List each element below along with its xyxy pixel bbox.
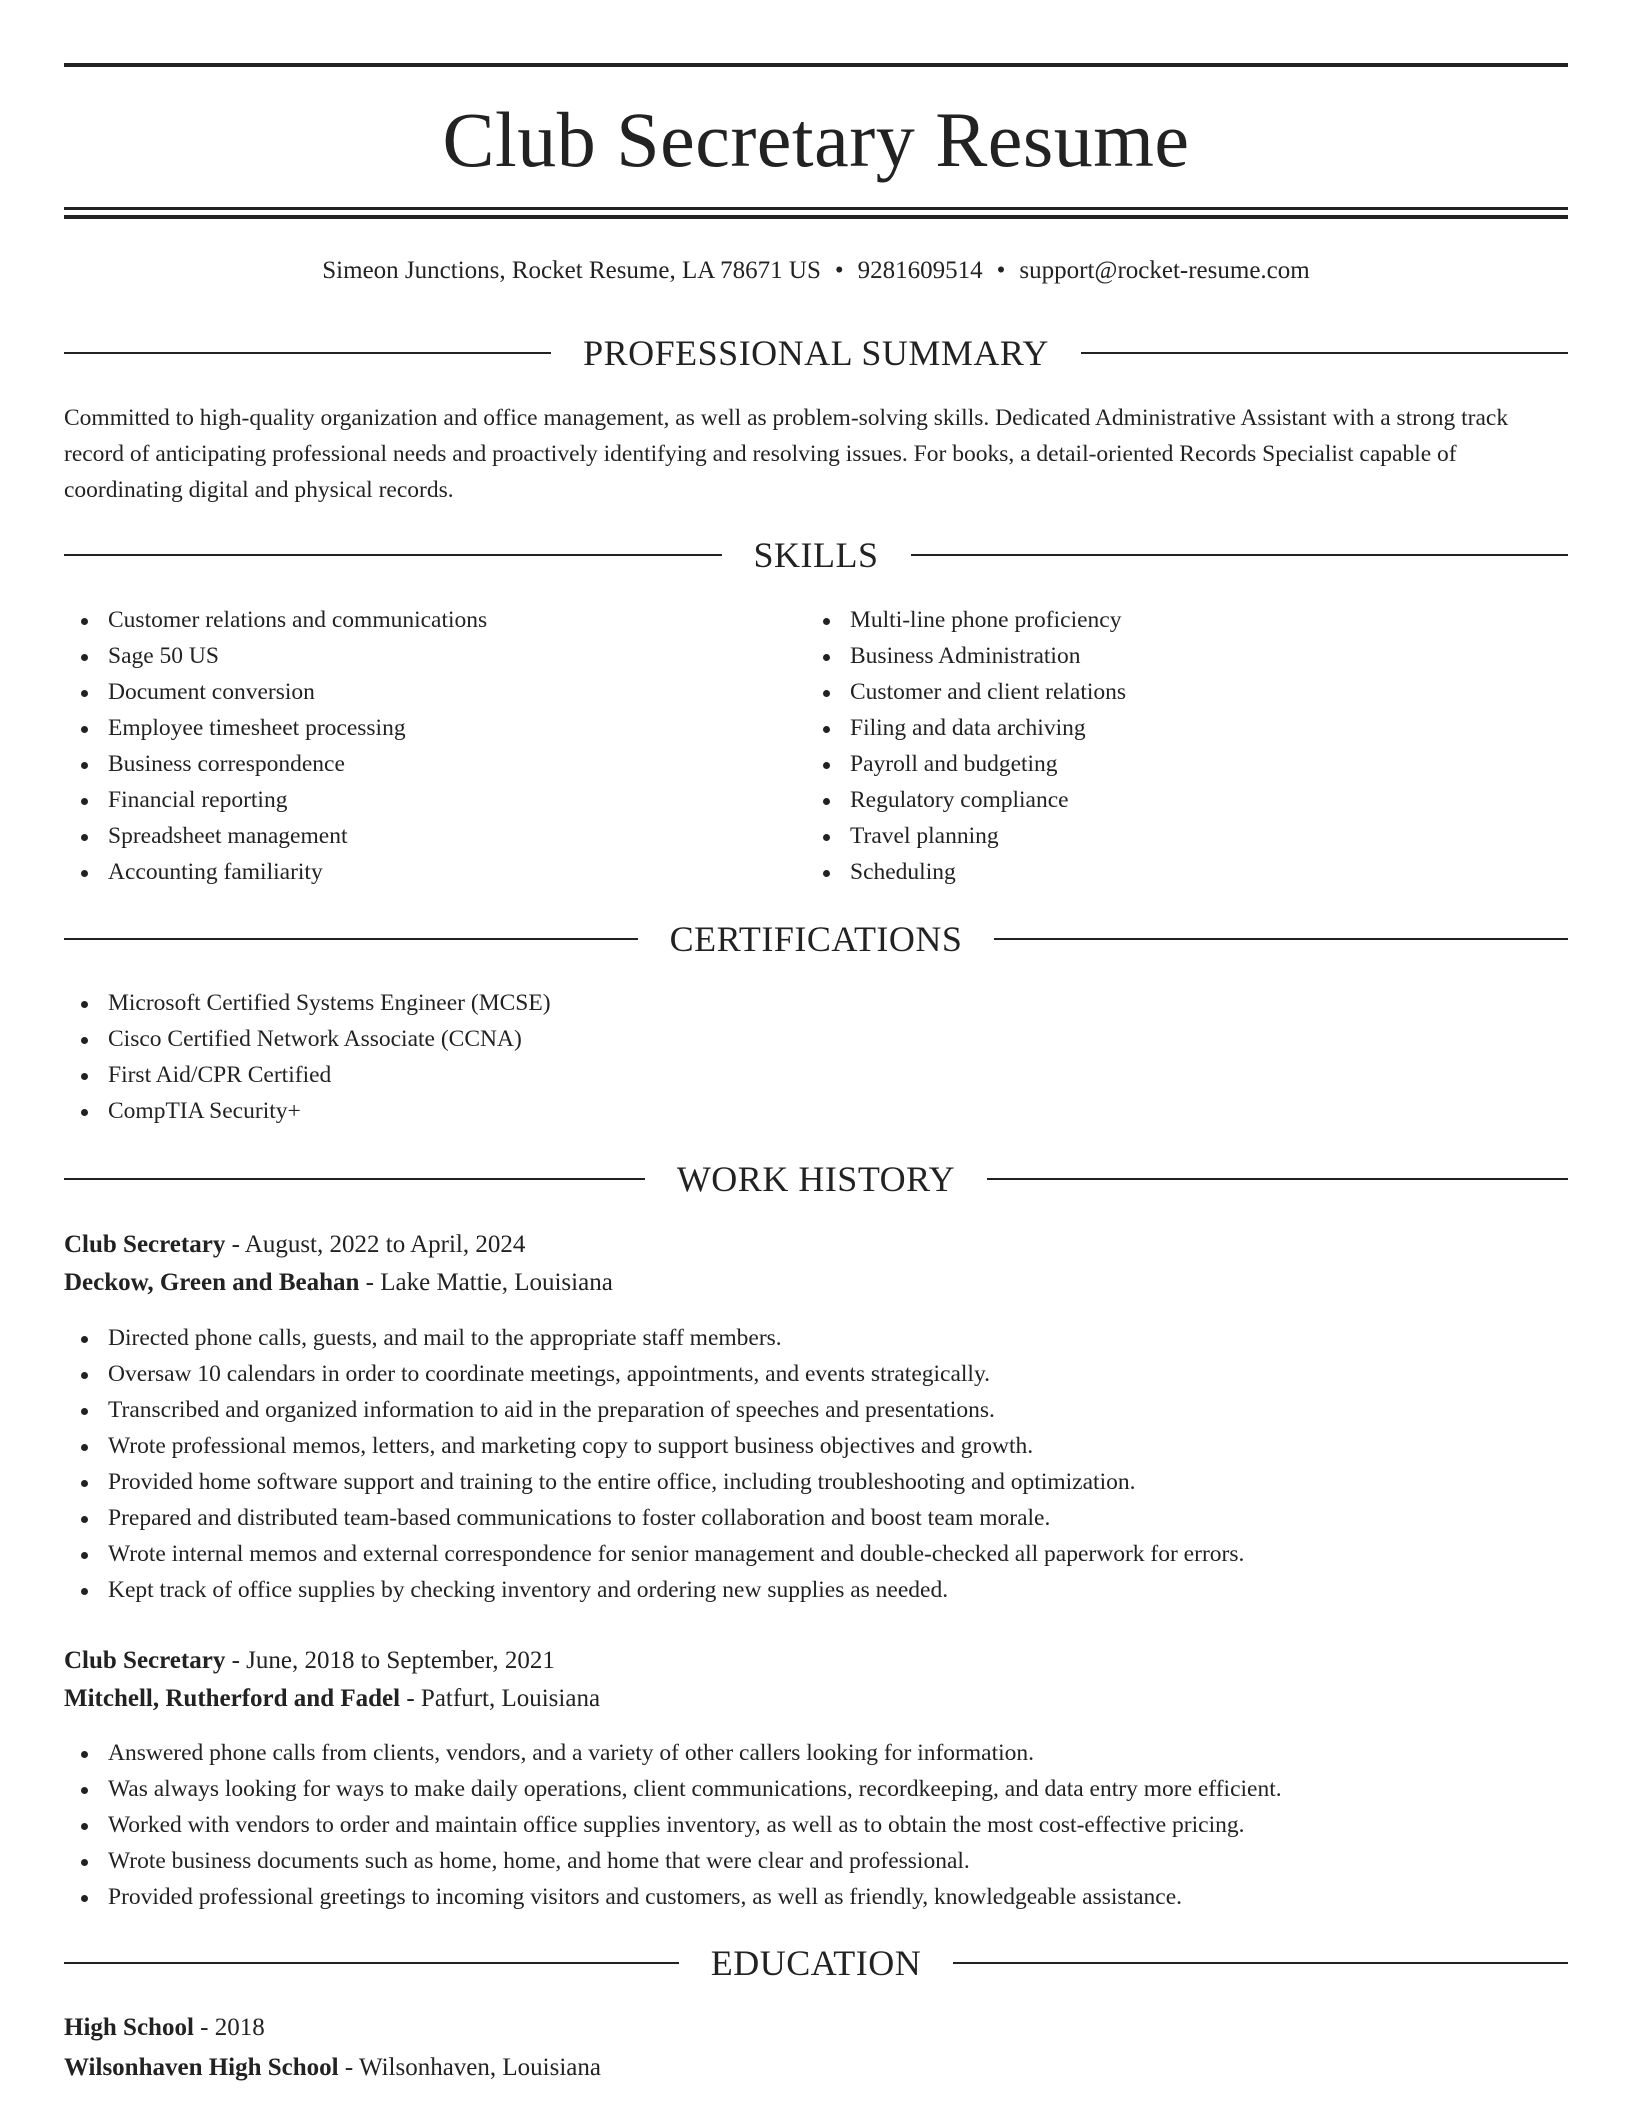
skill-item: Financial reporting <box>64 782 487 818</box>
duty-item: Transcribed and organized information to aid in the preparation of speeches and presentations. <box>64 1392 1244 1428</box>
skill-item: Sage 50 US <box>64 638 487 674</box>
job-company-line <box>64 1681 600 1717</box>
section-heading-certifications <box>64 917 1568 961</box>
duty-item: Kept track of office supplies by checking inventory and ordering new supplies as needed. <box>64 1572 1244 1608</box>
heading-rule <box>953 1962 1568 1964</box>
section-title: CERTIFICATIONS <box>669 919 963 959</box>
duty-item: Answered phone calls from clients, vendors, and a variety of other callers looking for information. <box>64 1735 1282 1771</box>
skill-item: Customer and client relations <box>806 674 1126 710</box>
top-rule <box>64 63 1568 67</box>
heading-rule <box>994 938 1568 940</box>
job-company: Mitchell, Rutherford and Fadel <box>64 1685 401 1712</box>
duty-item: Provided home software support and training to the entire office, including troubleshooting and optimization. <box>64 1464 1244 1500</box>
skill-item: Filing and data archiving <box>806 710 1126 746</box>
skills-list-right <box>806 602 1126 890</box>
resume-title: Club Secretary Resume <box>442 96 1190 183</box>
skill-item: Payroll and budgeting <box>806 746 1126 782</box>
skills-list-left <box>64 602 487 890</box>
job-location: - Patfurt, Louisiana <box>400 1685 601 1712</box>
skill-item: Employee timesheet processing <box>64 710 487 746</box>
duty-item: Wrote professional memos, letters, and marketing copy to support business objectives and growth. <box>64 1428 1244 1464</box>
section-heading-skills <box>64 533 1568 577</box>
contact-address: Simeon Junctions, Rocket Resume, LA 78671 US <box>322 257 821 284</box>
job-title: Club Secretary <box>64 1647 226 1674</box>
education-degree: High School <box>64 2014 194 2041</box>
job-title-line <box>64 1643 555 1679</box>
contact-separator: • <box>834 257 844 284</box>
heading-rule <box>1081 352 1568 354</box>
skill-item: Regulatory compliance <box>806 782 1126 818</box>
certification-item: Microsoft Certified Systems Engineer (MCSE) <box>64 985 551 1021</box>
skill-item: Travel planning <box>806 818 1126 854</box>
certification-item: First Aid/CPR Certified <box>64 1057 551 1093</box>
heading-rule <box>987 1178 1568 1180</box>
skill-item: Multi-line phone proficiency <box>806 602 1126 638</box>
section-heading-education <box>64 1941 1568 1985</box>
skill-item: Spreadsheet management <box>64 818 487 854</box>
contact-email: support@rocket-resume.com <box>1019 257 1310 284</box>
education-school: Wilsonhaven High School <box>64 2054 339 2081</box>
certification-item: CompTIA Security+ <box>64 1093 551 1129</box>
duty-item: Prepared and distributed team-based communications to foster collaboration and boost team morale. <box>64 1500 1244 1536</box>
education-school-line <box>64 2050 601 2086</box>
duty-item: Wrote business documents such as home, home, and home that were clear and professional. <box>64 1843 1282 1879</box>
contact-separator: • <box>996 257 1006 284</box>
education-degree-line <box>64 2010 265 2046</box>
job-title-line <box>64 1227 525 1263</box>
duty-item: Worked with vendors to order and maintain office supplies inventory, as well as to obtain the most cost-effective pricing. <box>64 1807 1282 1843</box>
job-location: - Lake Mattie, Louisiana <box>359 1269 613 1296</box>
heading-rule <box>64 938 638 940</box>
duty-item: Oversaw 10 calendars in order to coordinate meetings, appointments, and events strategically. <box>64 1356 1244 1392</box>
education-location: - Wilsonhaven, Louisiana <box>338 2054 601 2081</box>
skill-item: Customer relations and communications <box>64 602 487 638</box>
skill-item: Accounting familiarity <box>64 854 487 890</box>
section-title: PROFESSIONAL SUMMARY <box>583 333 1049 373</box>
contact-line <box>64 255 1568 287</box>
job-duties-list <box>64 1320 1244 1608</box>
section-heading-summary <box>64 331 1568 375</box>
duty-item: Directed phone calls, guests, and mail to the appropriate staff members. <box>64 1320 1244 1356</box>
duty-item: Provided professional greetings to incoming visitors and customers, as well as friendly, knowledgeable assistance. <box>64 1879 1282 1915</box>
section-title: EDUCATION <box>710 1943 922 1983</box>
title-underline-thick <box>64 215 1568 219</box>
job-dates: - June, 2018 to September, 2021 <box>225 1647 555 1674</box>
heading-rule <box>64 554 722 556</box>
heading-rule <box>64 1962 679 1964</box>
heading-rule <box>64 352 551 354</box>
section-title: SKILLS <box>753 535 879 575</box>
certification-item: Cisco Certified Network Associate (CCNA) <box>64 1021 551 1057</box>
certifications-list <box>64 985 551 1129</box>
job-company-line <box>64 1265 613 1301</box>
education-year: - 2018 <box>193 2014 265 2041</box>
title-underline-thin <box>64 207 1568 210</box>
duty-item: Was always looking for ways to make daily operations, client communications, recordkeeping, and data entry more efficient. <box>64 1771 1282 1807</box>
job-dates: - August, 2022 to April, 2024 <box>225 1231 526 1258</box>
job-title: Club Secretary <box>64 1231 226 1258</box>
skill-item: Document conversion <box>64 674 487 710</box>
job-company: Deckow, Green and Beahan <box>64 1269 360 1296</box>
heading-rule <box>911 554 1569 556</box>
duty-item: Wrote internal memos and external correspondence for senior management and double-checked all paperwork for errors. <box>64 1536 1244 1572</box>
heading-rule <box>64 1178 645 1180</box>
job-duties-list <box>64 1735 1282 1915</box>
skill-item: Business correspondence <box>64 746 487 782</box>
contact-phone: 9281609514 <box>857 257 983 284</box>
section-heading-work-history <box>64 1157 1568 1201</box>
skill-item: Scheduling <box>806 854 1126 890</box>
summary-text: Committed to high-quality organization and office management, as well as problem-solving skills. Dedicated Administrative Assistant with a strong track record of anticipating professional needs and proactively identifying and resolving issues. For books, a detail-oriented Records Specialist capable of coordinating digital and physical records. <box>64 405 1509 503</box>
skill-item: Business Administration <box>806 638 1126 674</box>
section-title: WORK HISTORY <box>676 1159 956 1199</box>
